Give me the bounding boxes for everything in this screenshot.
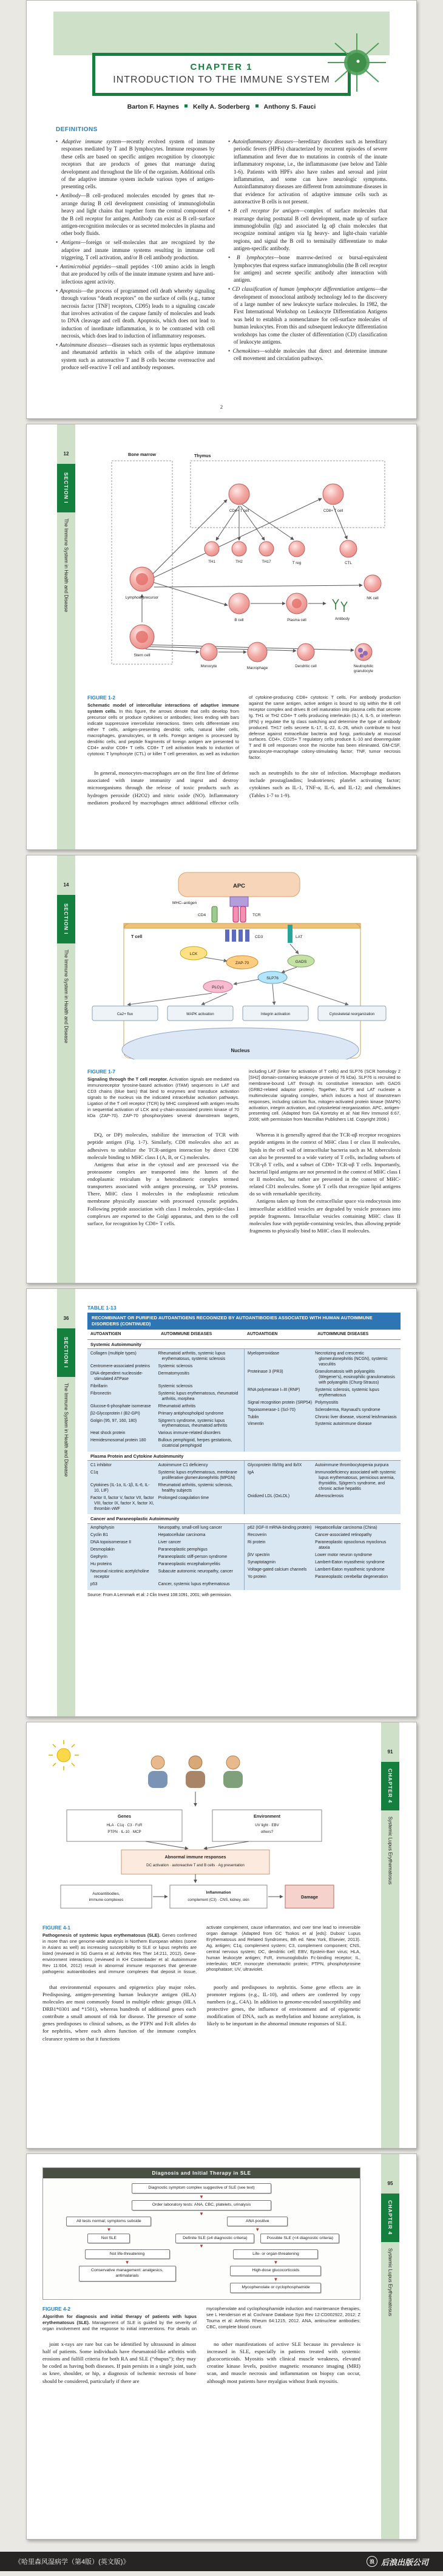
abnormal-immune-title: Abnormal immune responses — [164, 1854, 226, 1860]
chapter-label: CHAPTER 1 — [190, 62, 253, 72]
table-title-bar: RECOMBINANT OR PURIFIED AUTOANTIGENS RECOGNIZED BY AUTOANTIBODIES ASSOCIATED WITH HUMAN AUTOIMMUNE DISORDERS (CONTINUED) — [87, 1313, 401, 1330]
mapk-label: MAPK activation — [186, 1012, 214, 1016]
arrow-down-icon: ▼ — [199, 2211, 204, 2217]
page-number: 2 — [220, 404, 223, 410]
figure-caption-number: FIGURE 4-1 — [42, 1925, 71, 1931]
definition-item: • Autoimmune diseases—diseases such as systemic lupus erythematosus and rheumatoid arthritis in which cells of the adaptive immune system such as autoreactive T and B cells become overreactive and produce self-reactive T cell and antibody responses. — [56, 341, 215, 372]
lat-label: LAT — [296, 935, 303, 939]
th2-label: TH2 — [235, 560, 243, 564]
figure-4-1-caption: FIGURE 4-1 Pathogenesis of systemic lupus erythematosus (SLE). Genes confirmed in more than one genome-wide analysis in Northern European whites (some in Asians as well) as increasing susceptibility to SLE or lupus nephritis are listed (reviewed in SG Guerra et al: Arthritis Res Ther 14:211, 2012). Gene-environment interactions (reviewed in KH Costenbader et al: Autoimmune Rev 11:604, 2012) result in abnormal immune responses that generate pathogenic autoantibodies and immune complexes that deposit in tissue, activate complement, cause inflammation, and over time lead to irreversible organ damage. (Adapted from GC Tsokos et al [eds]: Dubois' Lupus Erythematosus and Related Syndromes, 8th ed. New York, Elsevier, 2013). Ag, antigen; C1q, complement system; C3, complement component; CNS, central nervous system; DC, dendritic cell; EBV, Epstein-Barr virus; HLA, human leukocyte antigen; FcR, immunoglobulin Fc-binding receptor; IL, interleukin; MCP, monocyte chemotactic protein; PTPN, phosphotyrosine phosphatase; UV, ultraviolet. — [42, 1925, 360, 1974]
table-row: Proteinase 3 (PR3) Granulomatosis with polyangiitis (Wegener's), eosinophilic granulomatosis with polyangiitis (Churg-Strauss) — [248, 1369, 395, 1385]
table-row: DNA-dependent nucleoside-stimulated ATPase Dermatomyositis — [90, 1371, 189, 1381]
table-row: βIV spectrin Lower motor neuron syndrome — [248, 1553, 372, 1558]
autoantibodies-label-1: Autoantibodies, — [92, 1892, 120, 1896]
mhc-label: MHC–antigen — [172, 901, 197, 905]
th2-cell — [232, 542, 246, 556]
figure-4-2-caption: FIGURE 4-2 Algorithm for diagnosis and initial therapy of patients with lupus erythematosus (SLE). Management of SLE is guided by the severity of organ involvement and the response to initial interventions. For details on mycophenolate and cyclophosphamide induction and maintenance therapies, see L Henderson et al: Cochrane Database Syst Rev 12:CD002922, 2012; Z Touma et al: Arthritis Rheum 64:1215, 2012. ANA, antinuclear antibodies; CBC, complete blood count. — [42, 2305, 360, 2332]
table-row: DNA topoisomerase II Liver cancer — [90, 1540, 181, 1545]
starburst-cell-icon — [326, 32, 387, 93]
inflammation-detail: complement (C3) · CNS, kidney, skin — [188, 1898, 249, 1902]
plcg1-label: PLCγ1 — [212, 985, 224, 990]
sun-icon — [49, 1740, 79, 1770]
flow-box-labs: Order laboratory tests: ANA, CBC, platelets, urinalysis — [132, 2200, 271, 2211]
table-row: Myeloperoxidase Necrotizing and crescentic glomerulonephritis (NCGN), systemic vasculitis — [248, 1351, 388, 1367]
chapter-strip — [381, 2154, 399, 2539]
ca-flux-label: Ca2+ flux — [117, 1012, 134, 1016]
figure-4-1-diagram — [42, 1738, 349, 1914]
table-row: Cytokines (IL-1α, IL-1β, IL-6, IL-10, LIF) Rheumatoid arthritis, systemic sclerosis, healthy subjects — [90, 1483, 233, 1493]
author-2: Kelly A. Soderberg — [192, 103, 250, 110]
apc-label: APC — [232, 883, 246, 889]
table-row: β2-Glycoprotein I (B2-GPI) Primary antiphospholipid syndrome — [90, 1411, 224, 1416]
flow-box-ana-positive: ANA positive — [227, 2217, 288, 2227]
author-separator-icon — [255, 104, 259, 107]
chapter-strip — [381, 1722, 399, 2148]
slp76-label: SLP76 — [266, 976, 279, 980]
nucleus-label: Nucleus — [231, 1048, 250, 1053]
table-row: Hemidesmosomal protein 180 Bullous pemphigoid, herpes gestationis, cicatricial pemphigoid — [90, 1438, 232, 1449]
table-section-cancer: Cancer and Paraneoplastic Autoimmunity Amphiphysin Neuropathy, small-cell lung cancer Cyclin B1 Hepatocellular carcinoma DNA topoisomerase II Liver cancer Desmoplakin Paraneoplastic pemphigus Gephyrin Paraneoplastic stiff-person syndrome Hu proteins Paraneoplastic encephalomyelitis Neuronal nicotinic acetylcholine receptor Subacute autonomic neuropathy, cancer p53 Cancer, systemic lupus erythematosus p62 (IGF-II mRNA-binding protein) Hepatocellular carcinoma (China) Recoverin Cancer-associated retinopathy Ri protein Paraneoplastic opsoclonus myoclonus ataxia βIV spectrin Lower motor neuron syndrome Synaptotagmin Lambert-Eaton myasthenic syndrome Voltage-gated calcium channels Lambert-Eaton myasthenic syndrome Yo protein Paraneoplastic cerebellar degeneration — [87, 1514, 401, 1589]
cd4-label: CD4 — [198, 913, 206, 917]
chapter-title: INTRODUCTION TO THE IMMUNE SYSTEM — [113, 75, 330, 85]
environment-list-1: UV light · EBV — [255, 1823, 279, 1827]
lck-label: LCK — [189, 952, 198, 956]
page-number: 95 — [387, 2181, 393, 2186]
zap70-label: ZAP-70 — [235, 961, 249, 965]
t-cell-label: T cell — [131, 934, 143, 939]
table-row: Hu proteins Paraneoplastic encephalomyelitis — [90, 1562, 220, 1567]
monocyte-label: Monocyte — [200, 664, 217, 668]
page-6 — [26, 2153, 417, 2540]
table-row: Yo protein Paraneoplastic cerebellar degeneration — [248, 1575, 388, 1580]
table-source-note: Source: From A Lernmark et al: J Clin Invest 108:1091, 2001; with permission. — [87, 1592, 232, 1597]
plasma-cell-label: Plasma cell — [287, 618, 306, 622]
th1-label: TH1 — [208, 560, 215, 564]
table-row: Collagen (multiple types) Rheumatoid arthritis, systemic lupus erythematosus, systemic sclerosis — [90, 1351, 226, 1361]
autoantigens-table — [87, 1313, 401, 1590]
page-number: 14 — [63, 882, 69, 888]
dendritic-cell-label: Dendritic cell — [295, 664, 317, 668]
table-label: TABLE 1-13 — [87, 1305, 117, 1311]
flowchart-title: Diagnosis and Initial Therapy in SLE — [43, 2168, 360, 2178]
figure-caption-number: FIGURE 1-2 — [87, 695, 116, 701]
arrow-down-icon: ▼ — [255, 2227, 260, 2233]
publisher-name: 后浪出版公司 — [380, 2557, 428, 2567]
person-icon — [148, 1756, 167, 1788]
definitions-heading: DEFINITIONS — [56, 126, 98, 133]
table-section-plasma: Plasma Protein and Cytokine Autoimmunity C1 inhibitor Autoimmune C1 deficiency C1q Systemic lupus erythematosus, membrane proliferative glomerulonephritis (MPGN) Cytokines (IL-1α, IL-1β, IL-6, IL-10, LIF) Rheumatoid arthritis, systemic sclerosis, healthy subjects Factor II, factor V, factor VII, factor VIII, factor IX, factor X, factor XI, thrombin vWF Prolonged coagulation time Glycoprotein IIb/IIIg and Ib/IX Autoimmune thrombocytopenia purpura IgA Immunodeficiency associated with systemic lupus erythematosus, pernicious anemia, thyroiditis, Sjögren's syndrome, and chronic active hepatitis Oxidized LDL (OxLDL) Atherosclerosis — [87, 1452, 401, 1514]
body-text — [42, 2340, 360, 2385]
cd4-t-cell-label: CD4+ T cell — [229, 509, 249, 513]
body-text — [87, 769, 401, 806]
section-tab: SECTION I — [57, 1328, 75, 1377]
antibody-label: Antibody — [334, 617, 350, 621]
section-title-vertical: The Immune System in Health and Disease — [63, 1383, 69, 1477]
book-title: 《哈里森风湿病学（第4版）(英文版)》 — [15, 2558, 130, 2566]
page-5 — [26, 1722, 417, 2149]
tcr-label: TCR — [252, 913, 261, 917]
table-row: IgA Immunodeficiency associated with systemic lupus erythematosus, pernicious anemia, thyroiditis, Sjögren's syndrome, and chronic active hepatitis — [248, 1470, 396, 1491]
publisher-logo-icon: 浪 — [367, 2556, 377, 2567]
figure-caption-number: FIGURE 4-2 — [42, 2305, 71, 2312]
definitions-list — [56, 138, 387, 372]
table-row: Topoisomerase-1 (Scl-70) Scleroderma, Raynaud's syndrome — [248, 1407, 380, 1412]
treg-label: T reg — [292, 561, 302, 565]
table-row: Ri protein Paraneoplastic opsoclonus myoclonus ataxia — [248, 1540, 387, 1551]
thymus-label: Thymus — [194, 453, 211, 458]
page-number: 91 — [387, 1749, 393, 1755]
table-row: Synaptotagmin Lambert-Eaton myasthenic syndrome — [248, 1560, 385, 1565]
definition-item: • Antibody—B cell–produced molecules encoded by genes that re-arrange during B cell development consisting of immunoglobulin heavy and light chains that together form the central component of the B cell receptor for antigen. Antibody can exist as B cell–surface antigen-recognition molecules or as secreted molecules in plasma and other body fluids. — [56, 192, 215, 237]
table-row: Glycoprotein IIb/IIIg and Ib/IX Autoimmune thrombocytopenia purpura — [248, 1463, 389, 1467]
table-row: Heat shock protein Various immune-related disorders — [90, 1431, 221, 1436]
author-3: Anthony S. Fauci — [263, 103, 316, 110]
cd3-label: CD3 — [255, 935, 263, 939]
b-cell — [229, 593, 249, 614]
section-title-vertical: The Immune System in Health and Disease — [63, 950, 69, 1044]
bone-marrow-label: Bone marrow — [128, 452, 156, 457]
arrow-down-icon: ▼ — [273, 2277, 279, 2283]
flow-box-tests-normal: All tests normal; symptoms subside — [66, 2217, 151, 2227]
table-row: Fibrillarin Systemic sclerosis — [90, 1384, 193, 1388]
genes-list-2: PTPN · IL-10 · MCP — [107, 1830, 141, 1834]
table-row: Tublin Chronic liver disease, visceral leishmaniasis — [248, 1415, 397, 1419]
definition-item: • B lymphocytes—bone marrow-derived or bursal-equivalent lymphocytes that express surface immunoglobulin (the B cell receptor for antigen) and secrete specific antibody after interaction with antigen. — [228, 254, 387, 284]
stem-cell-label: Stem cell — [134, 653, 150, 658]
page-2 — [26, 424, 417, 850]
environment-box-title: Environment — [254, 1813, 280, 1819]
flow-box-not-life-threatening: Not life-threatening — [85, 2249, 170, 2260]
table-row: Vimentin Systemic autoimmune disease — [248, 1422, 372, 1427]
table-row: Neuronal nicotinic acetylcholine receptor Subacute autonomic neuropathy, cancer — [90, 1569, 233, 1580]
arrow-down-icon: ▼ — [124, 2260, 130, 2266]
cd8-t-cell-label: CD8+ T cell — [323, 509, 343, 513]
damage-label: Damage — [301, 1894, 318, 1900]
abnormal-immune-detail: DC activation · autoreactive T and B cells · Ag presentation — [146, 1863, 245, 1867]
sle-algorithm-flowchart — [42, 2167, 360, 2300]
body-paragraph: Antigens that arise in the cytosol and are processed via the proteasome complex are transported into the lumen of the endoplasmic reticulum by a heterodimeric complex termed transporters associated with antigen processing, or TAP proteins. There, MHC class I molecules in the endoplasmic reticulum membrane physically associate with processed cytosolic peptides. Following peptide association with class I molecules, peptide-class I complexes are exported to the Golgi apparatus, and then to the cell surface, for recognition by CD8+ T cells. — [87, 1161, 238, 1226]
page-4 — [26, 1288, 417, 1717]
figure-1-2-diagram — [87, 443, 394, 685]
figure-1-7-diagram — [87, 870, 394, 1059]
environment-list-2: others? — [260, 1830, 274, 1834]
body-paragraph: Whereas it is generally agreed that the TCR-αβ receptor recognizes peptide antigens in the context of MHC class I or class II molecules, lipids in the cell wall of intracellular bacteria such as M. tuberculosis can also be presented to a wide variety of T cells, including subsets of TCR-γδ T cells, and a subset of CD8+ TCR-αβ T cells. Importantly, bacterial lipid antigens are not presented in the context of MHC class I or II molecules, but rather are presented in the context of MHC-related CD1 molecules. Some γδ T cells that recognize lipid antigens do so with remarkable specificity. — [249, 1132, 401, 1197]
table-row: p53 Cancer, systemic lupus erythematosus — [90, 1582, 230, 1587]
figure-1-2-caption: FIGURE 1-2 Schematic model of intercellular interactions of adaptive immune system cells. In this figure, the arrows denote that cells develop from precursor cells or produce cytokines or antibodies; lines ending with bars indicate suppressive intercellular interactions. Stem cells differentiate into either T cells, antigen-presenting dendritic cells, natural killer cells, macrophages, granulocytes, or B cells. Foreign antigen is processed by dendritic cells, and peptide fragments of foreign antigen are presented to CD4+ and/or CD8+ T cells. CD8+ T cell activation leads to induction of cytotoxic T lymphocyte (CTL) or killer T cell generation, as well as induction of cytokine-producing CD8+ cytotoxic T cells. For antibody production against the same antigen, active antigen is bound to sIg within the B cell receptor complex and drives B cell maturation into plasma cells that secrete Ig. TH1 or TH2 CD4+ T cells producing interleukin (IL) 4, IL-5, or interferon (IFN) γ regulate the Ig class switching and determine the type of antibody produced. TH17 cells secrete IL-17, IL-22, IL-26, which contribute to host defense against extracellular bacteria and fungi, particularly at mucosal surfaces. CD4+, CD25+ T regulatory cells produce IL-10 and downregulate T and B cell responses once the microbe has been eliminated. GM-CSF, granulocyte-macrophage colony-stimulating factor; TNF, tumor necrosis factor. — [87, 695, 401, 761]
table-row: Amphiphysin Neuropathy, small-cell lung cancer — [90, 1526, 222, 1531]
neutrophil-label-1: Neutrophilic — [353, 664, 374, 668]
genes-box-title: Genes — [118, 1813, 131, 1819]
table-row: Golgin (95, 97, 160, 180) Sjögren's syndrome, systemic lupus erythematosus, rheumatoid arthritis — [90, 1418, 228, 1429]
body-paragraph: DQ, or DP) molecules, stabilize the interaction of TCR with peptide antigen (Fig. 1-7). Similarly, CD8 molecules also act as adhesives to stabilize the TCR-antigen interaction by direct CD8 molecule binding to MHC class I (A, B, or C) molecules. — [87, 1132, 238, 1160]
body-paragraph: Antigens taken up from the extracellular space via endocytosis into intracellular acidified vesicles are degraded by vesicle proteases into peptide fragments. Intracellular vesicles containing MHC class II molecules fuse with peptide-containing vesicles, thus allowing peptide fragments to physically bind to MHC class II molecules. — [249, 1198, 401, 1234]
flow-box-not-sle: Not SLE — [87, 2234, 130, 2244]
table-row: Glucose-6-phosphate isomerase Rheumatoid arthritis — [90, 1404, 196, 1409]
gads-label: GADS — [295, 960, 307, 964]
authors-line — [27, 103, 416, 110]
flow-box-definite-sle: Definite SLE (≥4 diagnostic criteria) — [175, 2234, 254, 2244]
arrow-down-icon: ▼ — [273, 2260, 279, 2266]
body-paragraph: poorly and predisposes to nephritis. Some gene effects are in promoter regions (e.g., IL-10), and others are conferred by copy numbers (e.g., C4A). In addition to genome-encoded susceptibility and protective genes, the influence of environment and of epigenetic modification of DNA, such as methylation and histone acetylation, is likely to be important in the abnormal immune responses of SLE. — [207, 1983, 360, 2027]
table-row: Gephyrin Paraneoplastic stiff-person syndrome — [90, 1555, 228, 1560]
ctl-cell — [340, 540, 357, 557]
chapter-title-vertical: Systemic Lupus Erythematosus — [387, 1816, 393, 1885]
section-strip — [57, 855, 75, 1283]
cd8-t-cell — [323, 484, 343, 505]
arrow-down-icon: ▼ — [106, 2227, 112, 2233]
table-column-headers: AUTOANTIGEN AUTOIMMUNE DISEASES AUTOANTIGEN AUTOIMMUNE DISEASES — [87, 1330, 401, 1340]
arrow-down-icon: ▼ — [199, 2243, 204, 2249]
macrophage-label: Macrophage — [246, 666, 268, 670]
flow-box-conservative: Conservative management: analgesics, antimalarials — [79, 2266, 176, 2281]
page-number: 12 — [63, 451, 69, 457]
dendritic-cell — [297, 644, 314, 661]
publisher — [367, 2556, 428, 2568]
table-row: RNA polymerase I–III (RNP) Systemic sclerosis, systemic lupus erythematosus — [248, 1387, 379, 1398]
genes-list-1: HLA · C1q · C3 · FcR — [106, 1823, 143, 1827]
definition-item: • Autoinflammatory diseases—hereditary disorders such as hereditary periodic fevers (HPFs) characterized by recurrent episodes of severe inflammation and fever due to mutations in controls of the innate inflammatory response, i.e., the inflammasome (see below and Table 1-6). Patients with HPFs also have rashes and serosal and joint inflammation, and some can have neurologic symptoms. Autoinflammatory diseases are different from autoimmune diseases in that evidence for activation of adaptive immune cells such as autoreactive B cells is not present. — [228, 138, 387, 206]
definition-item: • Antimicrobial peptides—small peptides <100 amino acids in length that are produced by cells of the innate immune system and have anti-infectious agent activity. — [56, 263, 215, 285]
cd4-t-cell — [229, 484, 249, 505]
page-1 — [26, 0, 417, 419]
table-row: p62 (IGF-II mRNA-binding protein) Hepatocellular carcinoma (China) — [248, 1526, 377, 1531]
table-row: Voltage-gated calcium channels Lambert-Eaton myasthenic syndrome — [248, 1568, 385, 1572]
table-row: Centromere-associated proteins Systemic sclerosis — [90, 1364, 193, 1368]
cd3-itam-bars — [225, 929, 249, 942]
antibody-icon — [333, 599, 347, 612]
body-paragraph: no other manifestations of active SLE because its prevalence is increased in SLE, especially in patients treated with systemic glucocorticoids. Myositis with clinical muscle weakness, elevated creatine kinase levels, positive magnetic resonance imaging (MRI) scan, and muscle necrosis and inflammation on biopsy can occur, although most patients have myalgias without frank myositis. — [207, 2340, 360, 2384]
page-3 — [26, 855, 417, 1283]
definition-item: • Adaptive immune system—recently evolved system of immune responses mediated by T and B lymphocytes. Immune responses by these cells are based on specific antigen recognition by clonotypic receptors that are products of genes that rearrange during development and throughout the life of the organism. Additional cells of the adaptive immune system include various types of antigen-presenting cells. — [56, 138, 215, 191]
nk-cell-label: NK cell — [367, 596, 379, 600]
flow-box-immunosuppressives: Mycophenolate or cyclophosphamide — [230, 2283, 321, 2293]
flow-box-life-threatening: Life- or organ-threatening — [233, 2249, 318, 2260]
table-row: Fibronectin Systemic lupus erythematosus, rheumatoid arthritis, morphea — [90, 1391, 238, 1401]
arrow-down-icon: ▼ — [199, 2194, 204, 2200]
section-title-vertical: The Immune System in Health and Disease — [63, 518, 69, 613]
lymphoid-precursor-label: Lymphoid precursor — [125, 596, 159, 600]
table-row: Factor II, factor V, factor VII, factor VIII, factor IX, factor X, factor XI, thrombin vWF Prolonged coagulation time — [90, 1495, 209, 1511]
author-separator-icon — [184, 104, 188, 107]
th17-label: TH17 — [262, 560, 271, 564]
table-row: Cyclin B1 Hepatocellular carcinoma — [90, 1533, 206, 1538]
nk-cell — [364, 575, 381, 592]
person-icon — [186, 1756, 205, 1788]
section-strip — [57, 424, 75, 849]
flow-box-possible-sle: Possible SLE (<4 diagnostic criteria) — [260, 2234, 339, 2244]
definition-item: • CD classification of human lymphocyte differentiation antigens—the development of monoclonal antibody technology led to the discovery of a large number of new leukocyte surface molecules. In 1982, the First International Workshop on Leukocyte Differentiation Antigens was held to establish a nomenclature for cell-surface molecules of human leukocytes. From this and subsequent leukocyte differentiation workshops has come the cluster of differentiation (CD) classification of leukocyte antigens. — [228, 285, 387, 345]
table-row: C1q Systemic lupus erythematosus, membrane proliferative glomerulonephritis (MPGN) — [90, 1470, 237, 1480]
inflammation-label: Inflammation — [206, 1891, 231, 1895]
table-section-systemic: Systemic Autoimmunity Collagen (multiple types) Rheumatoid arthritis, systemic lupus erythematosus, systemic sclerosis Centromere-associated proteins Systemic sclerosis DNA-dependent nucleoside-stimulated ATPase Dermatomyositis Fibrillarin Systemic sclerosis Fibronectin Systemic lupus erythematosus, rheumatoid arthritis, morphea Glucose-6-phosphate isomerase Rheumatoid arthritis β2-Glycoprotein I (B2-GPI) Primary antiphospholipid syndrome Golgin (95, 97, 160, 180) Sjögren's syndrome, systemic lupus erythematosus, rheumatoid arthritis Heat shock protein Various immune-related disorders Hemidesmosomal protein 180 Bullous pemphigoid, herpes gestationis, cicatricial pemphigoid Myeloperoxidase Necrotizing and crescentic glomerulonephritis (NCGN), systemic vasculitis Proteinase 3 (PR3) Granulomatosis with polyangiitis (Wegener's), eosinophilic granulomatosis with polyangiitis (Churg-Strauss) RNA polymerase I–III (RNP) Systemic sclerosis, systemic lupus erythematosus Signal recognition protein (SRP54) Polymyositis Topoisomerase-1 (Scl-70) Scleroderma, Raynaud's syndrome Tublin Chronic liver disease, visceral leishmaniasis Vimentin Systemic autoimmune disease — [87, 1340, 401, 1452]
body-paragraph: that environmental exposures and epigenetics play major roles. Predisposing, antigen-presenting human leukocyte antigen (HLA) molecules are most commonly found in multiple ethnic groups (HLA DRB1*0301 and *1501), whereas hundreds of additional genes each contribute a small amount of risk for disease. The presence of some genes predisposes to clinical subsets, as the PTPN and FcR alleles do for nephritis, where each alters function of the immune complex clearance system so that it functions — [42, 1983, 196, 2042]
b-cell-label: B cell — [234, 618, 244, 622]
th17-cell — [259, 542, 274, 556]
table-row: Signal recognition protein (SRP54) Polymyositis — [248, 1400, 339, 1405]
section-strip — [57, 1289, 75, 1716]
treg-cell — [289, 541, 305, 557]
chapter-tab: CHAPTER 4 — [381, 2194, 399, 2242]
flow-box-symptoms: Diagnostic symptom complex suggestive of SLE (see text) — [132, 2183, 271, 2194]
person-icon — [223, 1756, 243, 1788]
table-row: Desmoplakin Paraneoplastic pemphigus — [90, 1548, 208, 1552]
autoantibodies-label-2: immune complexes — [89, 1898, 124, 1902]
body-paragraph: In general, monocytes-macrophages are on the first line of defense associated with innate immunity and ingest and destroy microorganisms through the release of toxic products such as hydrogen peroxide (H2O2) and nitric oxide (NO). Inflammatory mediators produced by macrophages attract additional effector cells such as neutrophils to the site of infection. Macrophage mediators include prostaglandins; leukotrienes; platelet activating factor; cytokines such as IL-1, TNF-α, IL-6, and IL-12; and chemokines (Tables 1-7 to 1-9). — [87, 770, 401, 806]
table-row: Recoverin Cancer-associated retinopathy — [248, 1533, 372, 1538]
page-number: 36 — [63, 1316, 69, 1321]
definition-item: • Chemokines—soluble molecules that direct and determine immune cell movement and circulation pathways. — [228, 347, 387, 362]
definition-item: • Antigens—foreign or self-molecules that are recognized by the adaptive and innate immune systems resulting in immune cell triggering, T cell activation, and/or B cell antibody production. — [56, 239, 215, 261]
flow-box-glucocorticoids: High-dose glucocorticoids — [230, 2266, 321, 2276]
th1-cell — [205, 542, 219, 556]
chapter-title-box — [92, 53, 351, 96]
body-paragraph: joint x-rays are rare but can be identified by ultrasound in almost half of patients. Some individuals have rheumatoid-like arthritis with erosions and fulfill criteria for both RA and SLE (“rhupus”); they may be coded as having both diseases. If pain persists in a single joint, such as knee, shoulder, or hip, a diagnosis of ischemic necrosis of bone should be considered, particularly if there are — [42, 2340, 196, 2384]
integrin-label: Integrin activation — [260, 1012, 291, 1016]
figure-caption-number: FIGURE 1-7 — [87, 1069, 116, 1075]
neutrophil-label-2: granulocyte — [354, 669, 373, 673]
section-tab: SECTION I — [57, 895, 75, 943]
figure-1-7-caption: FIGURE 1-7 Signaling through the T cell receptor. Activation signals are mediated via immunoreceptor tyrosine-based activation (ITAM) sequences in LAT and CD3 chains (blue bars) that bind to enzymes and transduce activation signals to the nucleus via the indicated intracellular activation pathways. Ligation of the T cell receptor (TCR) by MHC complexed with antigen results in sequential activation of LCK and γ-chain-associated protein kinase of 70 kDa (ZAP-70). ZAP-70 phosphorylates several downstream targets, including LAT (linker for activation of T cells) and SLP76 (SCR homology 2 [SH2] domain-containing leukocyte protein of 76 kDa). SLP76 is recruited to membrane-bound LAT through its constitutive interaction with GADS (GRB2-related adaptor protein). Together, SLP76 and LAT nucleate a multimolecular signaling complex, which induces a host of downstream responses, including calcium flux, mitogen-activated protein kinase (MAPK) activation, integrin activation, and cytoskeletal reorganization. APC, antigen-presenting cell. (Adapted from GA Koretzky et al: Nat Rev Immunol 6:67, 2006; with permission from Macmillan Publishers Ltd. Copyright 2006.) — [87, 1069, 401, 1123]
ctl-label: CTL — [345, 561, 352, 565]
chapter-title-vertical: Systemic Lupus Erythematosus — [387, 2248, 393, 2317]
table-row: Oxidized LDL (OxLDL) Atherosclerosis — [248, 1494, 344, 1498]
author-1: Barton F. Haynes — [127, 103, 179, 110]
publisher-bar — [0, 2552, 443, 2571]
chapter-tab: CHAPTER 4 — [381, 1762, 399, 1810]
definition-item: • B cell receptor for antigen—complex of surface molecules that rearrange during postnatal B cell development, made up of surface immunoglobulin (Ig) and associated Ig αβ chain molecules that recognize nominal antigen via Ig heavy- and light-chain variable regions, and signal the B cell to terminally differentiate to make antigen-specific antibody. — [228, 207, 387, 252]
definition-item: • Apoptosis—the process of programmed cell death whereby signaling through various “death receptors” on the surface of cells (e.g., tumor necrosis factor [TNF] receptors, CD95) leads to a signaling cascade that involves activation of the caspase family of molecules and leads to DNA cleavage and cell death. Apoptosis, which does not lead to induction of inordinate inflammation, is to be contrasted with cell necrosis, which does lead to induction of inflammatory responses. — [56, 287, 215, 340]
cytoskeletal-label: Cytoskeletal reorganization — [329, 1012, 375, 1016]
section-tab: SECTION I — [57, 464, 75, 512]
body-text — [87, 1131, 401, 1234]
table-row: C1 inhibitor Autoimmune C1 deficiency — [90, 1463, 208, 1467]
macrophage-cell — [248, 642, 267, 662]
monocyte-cell — [200, 644, 217, 661]
body-text — [42, 1983, 360, 2042]
